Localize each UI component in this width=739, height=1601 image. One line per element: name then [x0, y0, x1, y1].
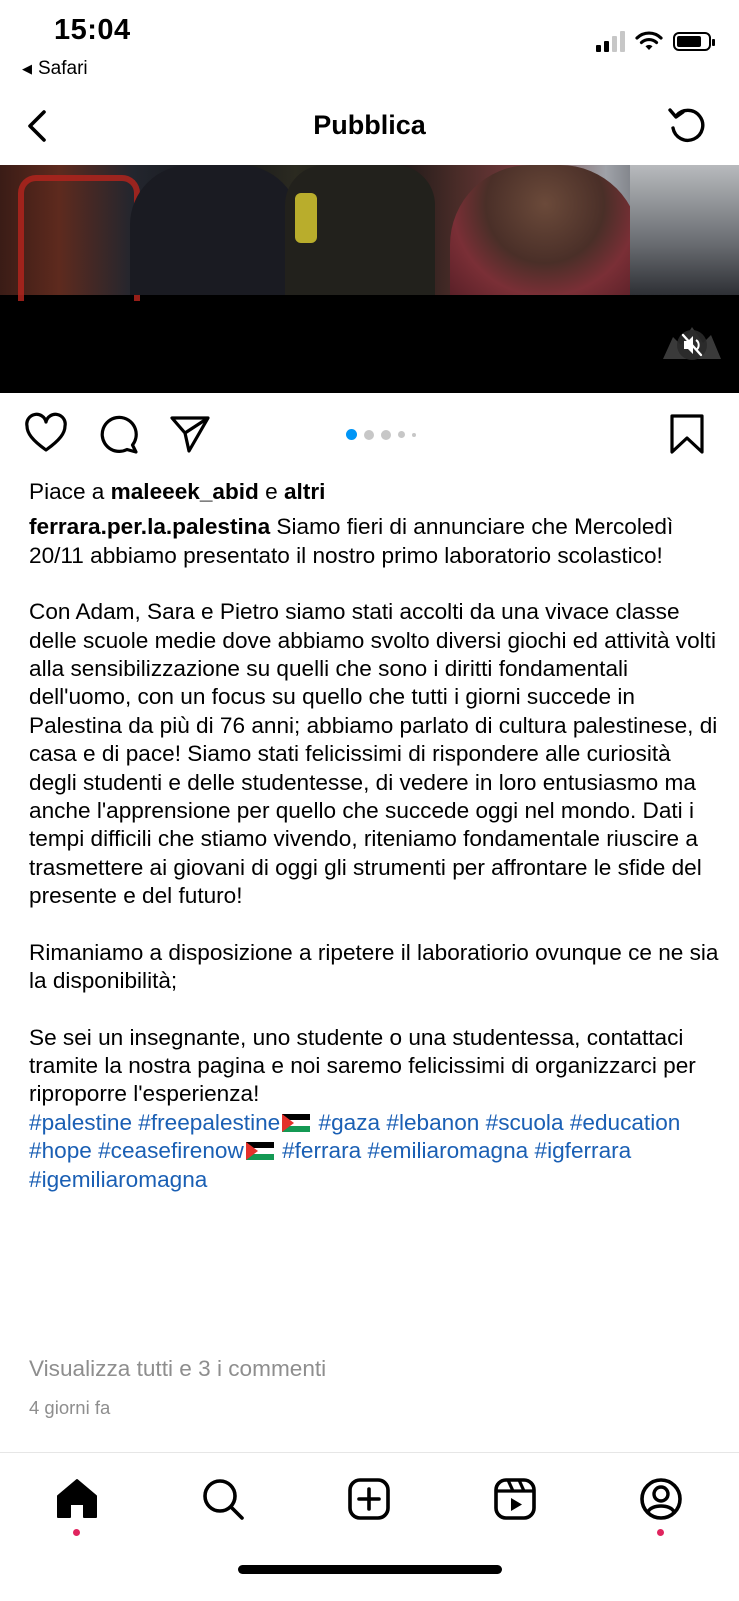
back-triangle-icon: ◀ [22, 61, 32, 76]
hashtag-link[interactable]: #lebanon [386, 1109, 480, 1135]
carousel-dot [412, 433, 416, 437]
caption-paragraph: Se sei un insegnante, uno studente o una studentessa, contattaci tramite la nostra pagina e noi saremo felicissimi di organizzarci per riproporre l'esperienza! [29, 1024, 696, 1107]
hashtag-link[interactable]: #igemiliaromagna [29, 1166, 208, 1192]
tab-search[interactable] [199, 1475, 247, 1523]
nav-bar [0, 92, 739, 162]
carousel-indicator [346, 429, 416, 440]
comment-icon[interactable] [97, 412, 141, 456]
wifi-icon [635, 30, 663, 52]
search-icon [199, 1475, 247, 1523]
caption-paragraph: Con Adam, Sara e Pietro siamo stati accolti da una vivace classe delle scuole medie dove abbiamo svolto diversi giochi ed attività volti alla sensibilizzazione su quelli che sono i diritti fondamentali dell'uomo, con un focus su quello che tutti i giorni succede in Palestina da più di 76 anni; abbiamo parlato di cultura palestinese, di casa e di pace! Siamo stati felicissimi di rispondere alle curiosità degli studenti e delle studentesse, di vedere in loro entusiasmo ma anche l'apprensione per quello che succede oggi nel mondo. Dati i tempi difficili che stiamo vivendo, riteniamo fondamentale riuscire a trasmettere ai giovani di oggi gli strumenti per affrontare le sfide del presente e del futuro! [29, 599, 718, 909]
palestine-flag-icon [282, 1111, 310, 1129]
hashtag-link[interactable]: #education [569, 1109, 681, 1135]
view-comments-link[interactable]: Visualizza tutti e 3 i commenti [29, 1356, 327, 1381]
palestine-flag-icon [246, 1139, 274, 1157]
post-photo [0, 165, 739, 295]
battery-icon [673, 32, 711, 51]
liker-username[interactable]: maleeek_abid [110, 479, 259, 504]
profile-icon [637, 1475, 685, 1523]
hashtag-link[interactable]: #palestine [29, 1109, 133, 1135]
caption-intro: ferrara.per.la.palestina Siamo fieri di annunciare che Mercoledì 20/11 abbiamo presentato il nostro primo laboratorio scolastico! [29, 514, 674, 568]
hashtag-link[interactable]: #hope [29, 1138, 92, 1164]
hashtag-link[interactable]: #igferrara [534, 1138, 632, 1164]
post-actions [0, 405, 739, 465]
carousel-dot [346, 429, 357, 440]
home-icon [53, 1475, 101, 1523]
share-icon[interactable] [168, 412, 212, 456]
clock: 15:04 [54, 14, 131, 46]
home-indicator [238, 1565, 502, 1574]
create-icon [345, 1475, 393, 1523]
tab-create[interactable] [345, 1475, 393, 1523]
cellular-signal-icon [596, 30, 625, 52]
post-timestamp: 4 giorni fa [29, 1397, 111, 1418]
refresh-icon[interactable] [665, 104, 709, 148]
back-app-label: Safari [38, 58, 88, 79]
post-media[interactable] [0, 165, 739, 393]
post-caption [29, 478, 719, 1194]
caption-paragraph: Rimaniamo a disposizione a ripetere il laboratiorio ovunque ce ne sia la disponibilità; [29, 939, 719, 994]
hashtag-link[interactable]: #freepalestine [138, 1109, 281, 1135]
heart-icon[interactable] [24, 412, 68, 456]
tab-profile[interactable] [637, 1475, 685, 1523]
hashtags [29, 1109, 719, 1194]
notification-dot [657, 1529, 664, 1536]
hashtag-link[interactable]: #emiliaromagna [367, 1138, 529, 1164]
status-bar [0, 0, 739, 92]
hashtag-link[interactable]: #scuola [485, 1109, 564, 1135]
tab-bar [0, 1452, 739, 1601]
tab-home[interactable] [53, 1475, 101, 1523]
carousel-dot [364, 430, 374, 440]
back-to-safari-link[interactable] [22, 58, 88, 80]
likes-others-link[interactable]: altri [283, 479, 326, 504]
page-title: Pubblica [313, 110, 426, 140]
hashtag-link[interactable]: #ferrara [282, 1138, 362, 1164]
notification-dot [73, 1529, 80, 1536]
hashtag-link[interactable]: #gaza [318, 1109, 381, 1135]
hashtag-link[interactable]: #ceasefirenow [98, 1138, 244, 1164]
carousel-dot [398, 431, 405, 438]
system-icons [596, 30, 711, 52]
reels-icon [491, 1475, 539, 1523]
likes-line: Piace a maleeek_abid e altri [29, 479, 326, 504]
carousel-dot [381, 430, 391, 440]
tab-reels[interactable] [491, 1475, 539, 1523]
author-username[interactable]: ferrara.per.la.palestina [29, 514, 271, 540]
mute-icon[interactable] [661, 323, 723, 363]
bookmark-icon[interactable] [665, 412, 709, 456]
